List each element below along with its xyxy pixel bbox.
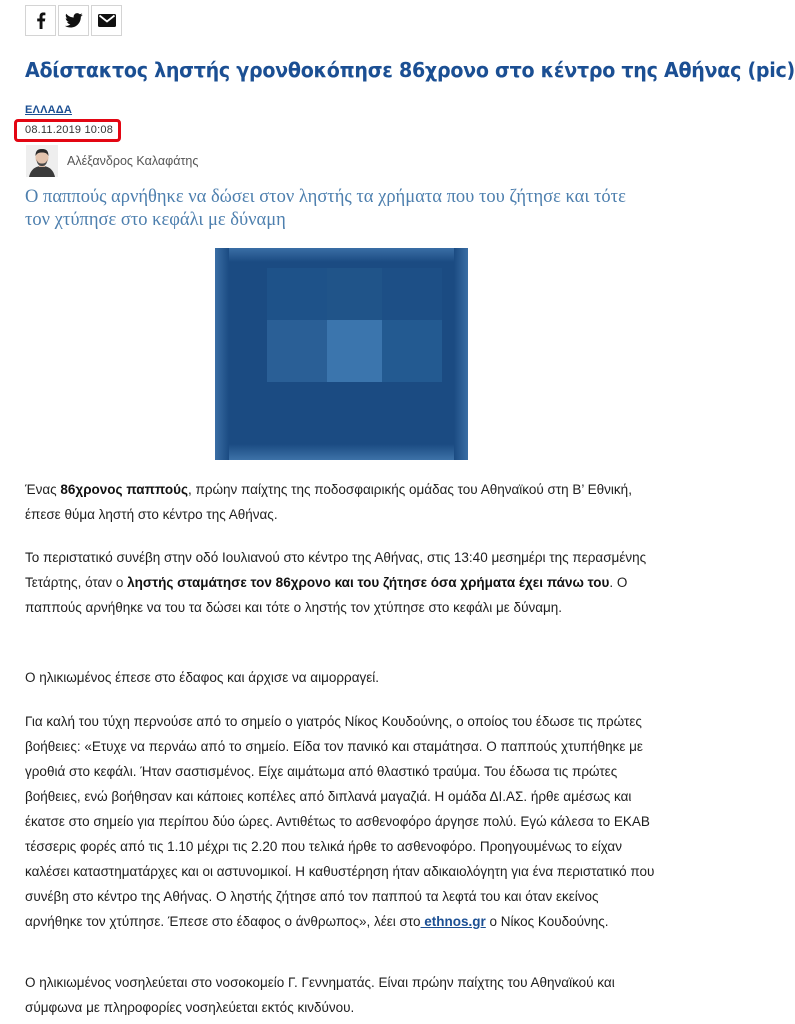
photo-blur-cell [382,320,442,382]
article-paragraph: Ο ηλικιωμένος έπεσε στο έδαφος και άρχισε να αιμορραγεί. [25,670,380,685]
email-share-button[interactable] [91,5,122,36]
article-paragraph: Ο ηλικιωμένος νοσηλεύεται στο νοσοκομείο Γ. Γεννηματάς. Είναι πρώην παίχτης του Αθηναϊκού και σύμφωνα με πληροφορίες νοσηλεύεται εκτός κινδύνου. [25,975,615,1015]
photo-blur-cell [215,248,229,460]
photo-blur-cell [454,248,468,460]
publish-date: 08.11.2019 10:08 [25,124,114,136]
article-title: Αδίστακτος ληστής γρονθοκόπησε 86χρονο στο κέντρο της Αθήνας (pic) [25,58,795,82]
ethnos-link[interactable]: ethnos.gr [420,914,486,929]
article-paragraph [25,709,655,934]
paragraph-text: ο Νίκος Κουδούνης. [485,914,609,929]
photo-blur-cell [327,320,382,382]
article-paragraph [25,477,655,527]
article-paragraph [25,545,655,620]
paragraph-text: Ένας [25,482,61,497]
facebook-share-button[interactable] [25,5,56,36]
article-lead: Ο παππούς αρνήθηκε να δώσει στον ληστής τα χρήματα που του ζήτησε και τότε τον χτύπησε στο κεφάλι με δύναμη [25,187,626,230]
share-bar [25,5,124,36]
author-avatar[interactable] [26,145,58,177]
twitter-icon [65,13,83,28]
twitter-share-button[interactable] [58,5,89,36]
paragraph-text: . Ο παππούς αρνήθηκε να του τα δώσει και τότε ο ληστής τον χτύπησε στο κεφάλι με δύναμη. [25,575,628,615]
facebook-icon [36,12,46,29]
photo-blur-cell [267,320,327,382]
paragraph-text: Το περιστατικό συνέβη στην οδό Ιουλιανού στο κέντρο της Αθήνας, στις 13:40 μεσημέρι της περασμένης Τετάρτης, όταν ο [25,550,647,590]
paragraph-text: , πρώην παίχτης της ποδοσφαιρικής ομάδας του Αθηναϊκού στη Β’ Εθνική, έπεσε θύμα ληστή στο κέντρο της Αθήνας. [25,482,632,522]
photo-blur-cell [327,268,382,320]
photo-blur-cell [382,268,442,320]
category-link[interactable]: ΕΛΛΑΔΑ [25,104,73,116]
article-photo [215,248,468,460]
photo-blur-cell [267,268,327,320]
photo-blur-cell [215,444,468,460]
paragraph-text: Για καλή του τύχη περνούσε από το σημείο ο γιατρός Νίκος Κουδούνης, ο οποίος του έδωσε τις πρώτες βοήθειες: «Ετυχε να περνάω από το σημείο. Είδα τον πανικό και σταμάτησα. Ο παππούς χτυπήθηκε με γροθιά στο κεφάλι. Ήταν σαστισμένος. Είχε αιμάτωμα από θλαστικό τραύμα. Του έδωσα τις πρώτες βοήθειες, ενώ βοήθησαν και κάποιες κοπέλες από διπλανά μαγαζιά. Η ομάδα ΔΙ.ΑΣ. ήρθε αμέσως και έκατσε στο σημείο για περίπου δύο ώρες. Αντιθέτως το ασθενοφόρο άργησε πολύ. Εγώ κάλεσα το ΕΚΑΒ τέσσερις φορές από τις 1.10 μέχρι τις 2.20 που τελικά ήρθε το ασθενοφόρο. Προηγουμένως το είχαν καλέσει καταστηματάρχες και οι αστυνομικοί. Η καθυστέρηση ήταν αδικαιολόγητη για ένα περιστατικό που συνέβη στο κέντρο της Αθήνας. Ο ληστής ζήτησε από τον παππού τα λεφτά του και όταν εκείνος αρνήθηκε τον χτύπησε. Έπεσε στο έδαφος ο άνθρωπος», λέει στο [25,714,655,929]
paragraph-bold-text: 86χρονος παππούς [60,482,188,497]
author-name-link[interactable]: Αλέξανδρος Καλαφάτης [67,154,199,168]
photo-blur-cell [215,248,468,262]
email-icon [98,14,116,27]
paragraph-bold-text: ληστής σταμάτησε τον 86χρονο και του ζήτησε όσα χρήματα έχει πάνω του [127,575,610,590]
